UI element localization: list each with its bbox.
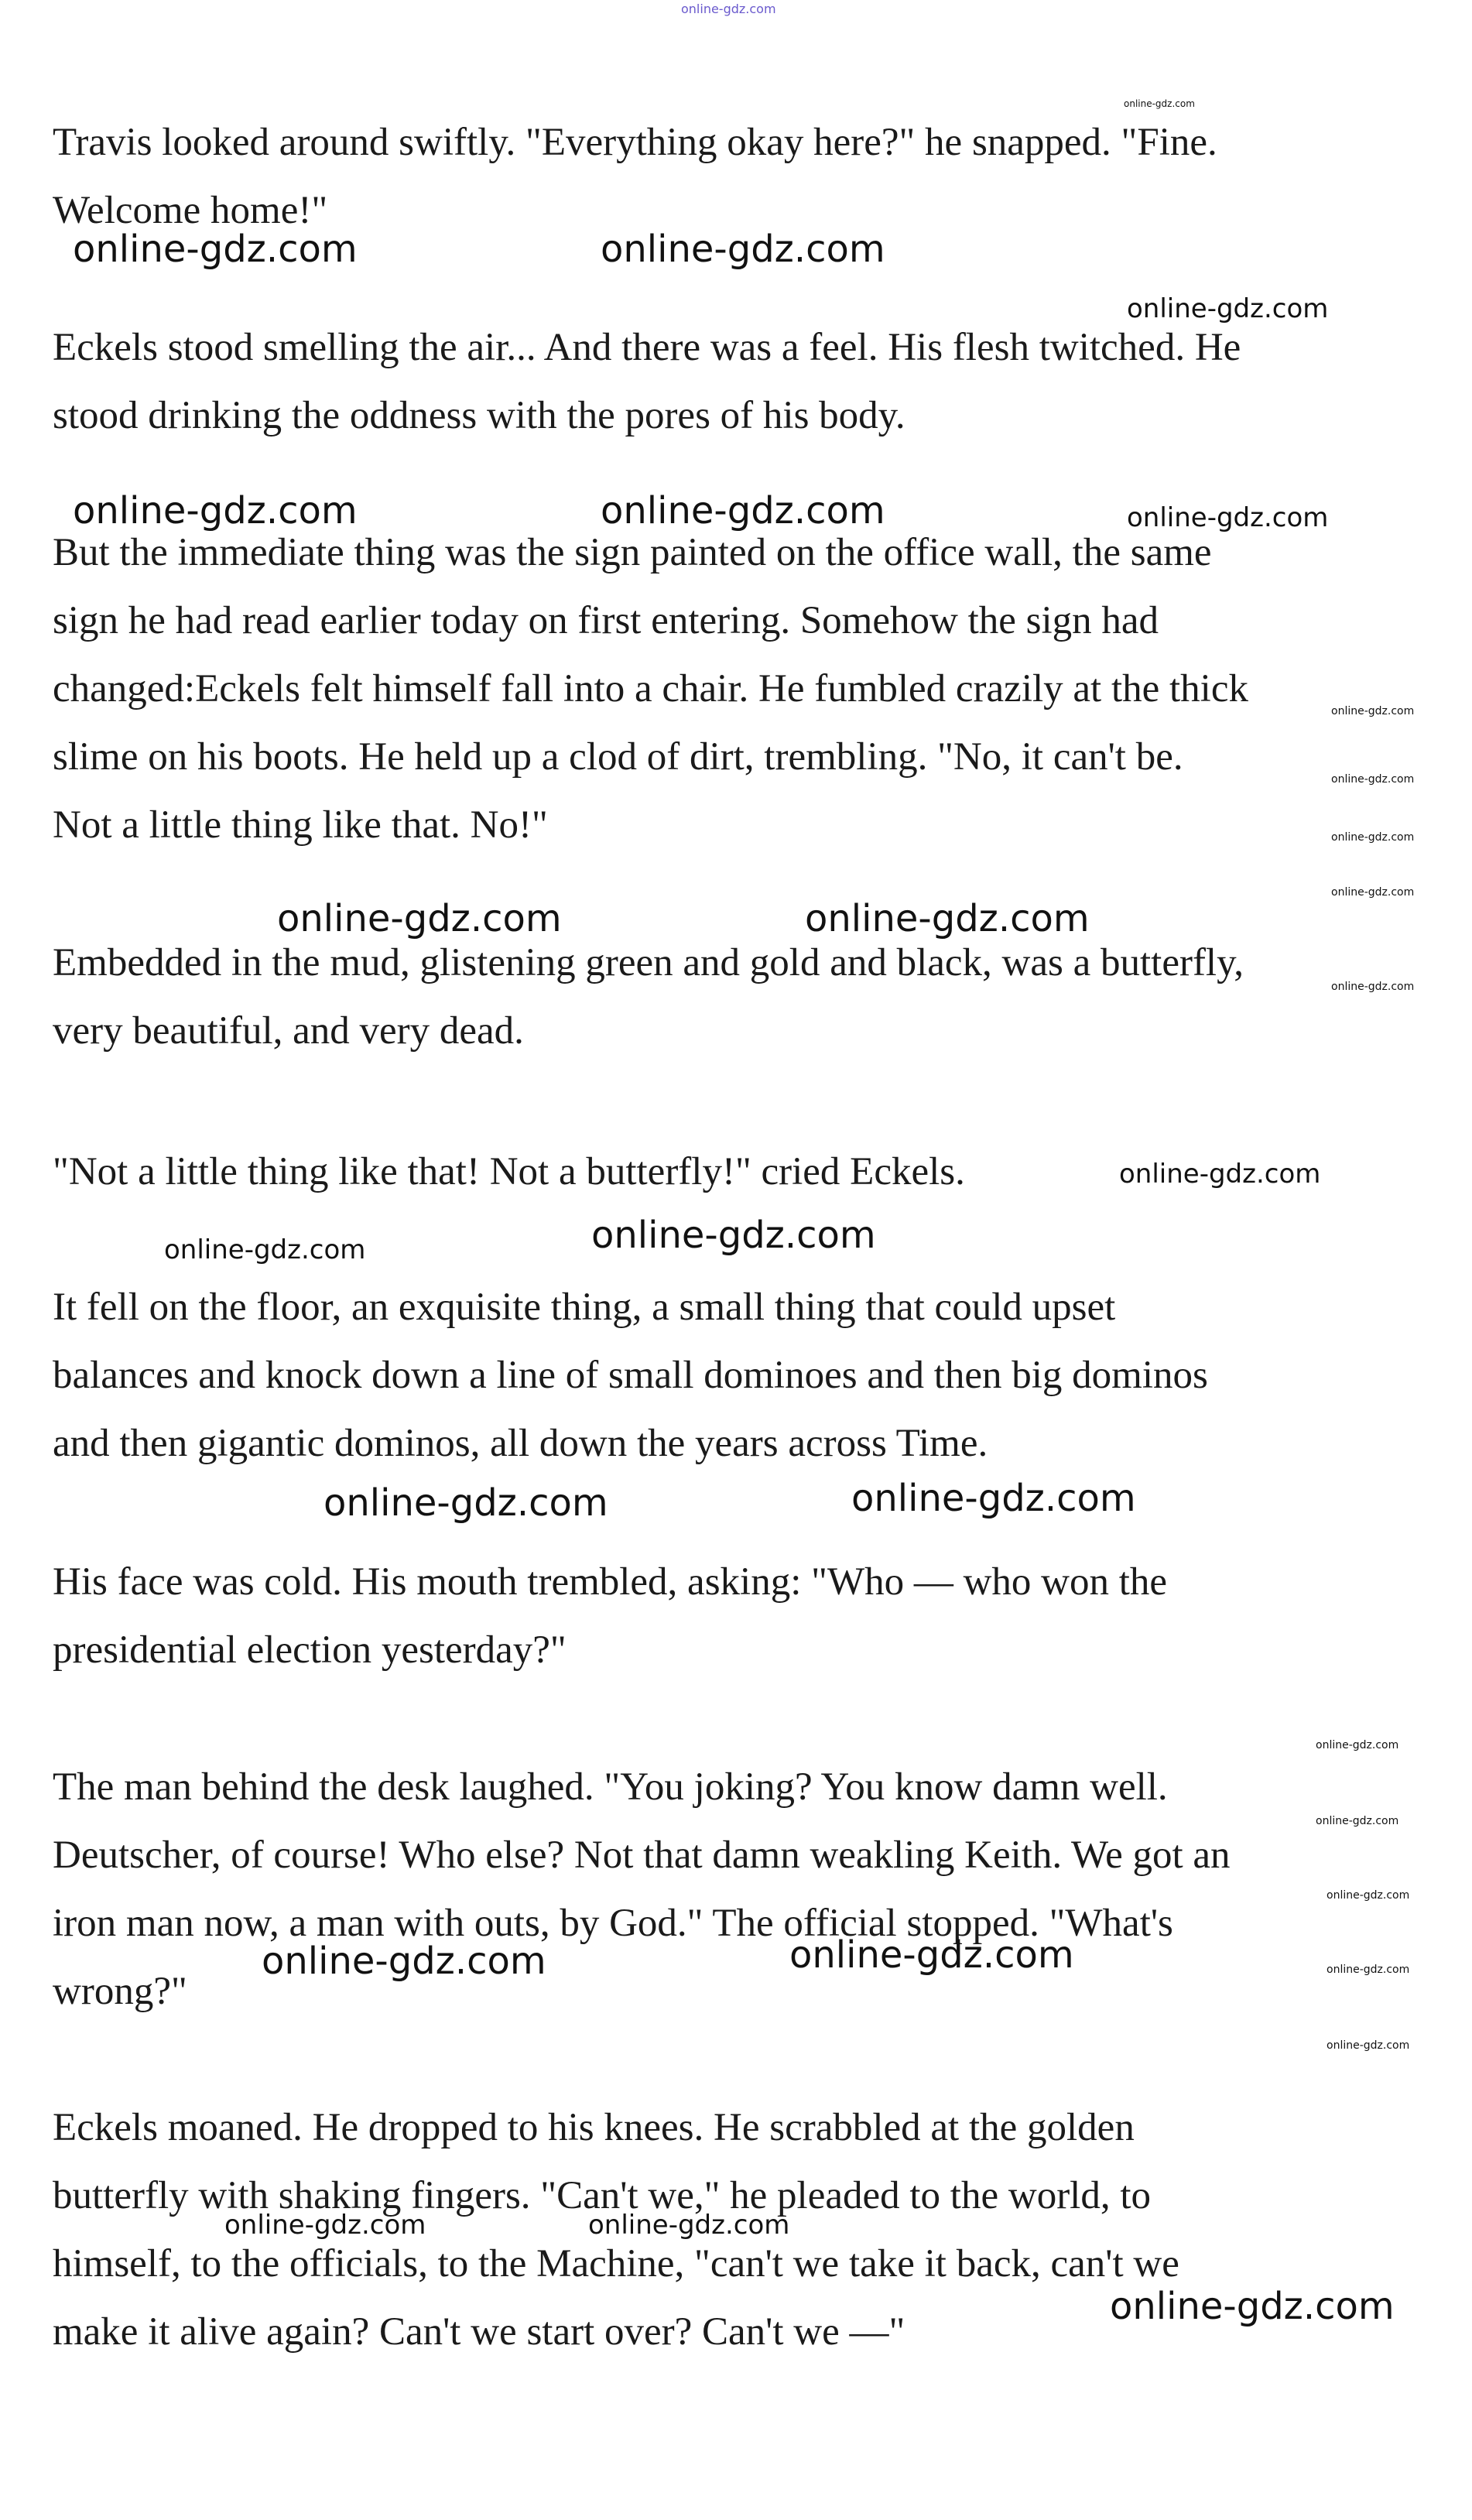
text-line: Eckels moaned. He dropped to his knees. He scrabbled at the golden (53, 2106, 1135, 2149)
text-line: Deutscher, of course! Who else? Not that damn weakling Keith. We got an (53, 1834, 1231, 1877)
text-line: Eckels stood smelling the air... And there was a feel. His flesh twitched. He (53, 326, 1241, 369)
watermark: online-gdz.com (262, 1940, 546, 1983)
paragraph-6 (53, 1273, 1446, 1477)
watermark: online-gdz.com (588, 2210, 790, 2241)
watermark: online-gdz.com (1127, 293, 1329, 324)
text-line: himself, to the officials, to the Machine, "can't we take it back, can't we (53, 2242, 1179, 2285)
paragraph-8 (53, 1753, 1446, 2025)
text-line: "Not a little thing like that! Not a butterfly!" cried Eckels. (53, 1150, 965, 1193)
watermark: online-gdz.com (1331, 773, 1415, 786)
watermark: online-gdz.com (601, 489, 885, 532)
paragraph-4 (53, 929, 1446, 1065)
text-line: It fell on the floor, an exquisite thing, a small thing that could upset (53, 1286, 1116, 1329)
watermark: online-gdz.com (789, 1933, 1074, 1977)
paragraph-2 (53, 313, 1446, 450)
text-line: stood drinking the oddness with the pores of his body. (53, 394, 905, 437)
watermark: online-gdz.com (1110, 2285, 1395, 2328)
text-line: Not a little thing like that. No!" (53, 803, 548, 847)
watermark: online-gdz.com (1327, 2039, 1410, 2052)
text-line: presidential election yesterday?" (53, 1628, 567, 1672)
watermark: online-gdz.com (1331, 981, 1415, 993)
text-line: very beautiful, and very dead. (53, 1009, 524, 1053)
watermark: online-gdz.com (1316, 1815, 1399, 1827)
watermark: online-gdz.com (805, 897, 1090, 940)
text-line: His face was cold. His mouth trembled, asking: "Who — who won the (53, 1560, 1168, 1604)
watermark: online-gdz.com (1119, 1159, 1321, 1190)
text-line: sign he had read earlier today on first entering. Somehow the sign had (53, 599, 1159, 642)
watermark: online-gdz.com (1327, 1889, 1410, 1902)
watermark: online-gdz.com (851, 1477, 1136, 1520)
text-line: slime on his boots. He held up a clod of dirt, trembling. "No, it can't be. (53, 735, 1183, 779)
watermark: online-gdz.com (1316, 1739, 1399, 1751)
watermark: online-gdz.com (73, 489, 358, 532)
text-line: and then gigantic dominos, all down the years across Time. (53, 1422, 988, 1465)
watermark: online-gdz.com (323, 1481, 608, 1525)
paragraph-7 (53, 1548, 1446, 1684)
watermark: online-gdz.com (601, 228, 885, 271)
text-line: But the immediate thing was the sign painted on the office wall, the same (53, 531, 1212, 574)
header-watermark: online-gdz.com (681, 2, 776, 16)
text-line: Welcome home!" (53, 189, 328, 232)
watermark: online-gdz.com (1331, 831, 1415, 844)
text-line: balances and knock down a line of small dominoes and then big dominos (53, 1354, 1208, 1397)
text-line: Embedded in the mud, glistening green and gold and black, was a butterfly, (53, 941, 1244, 984)
watermark: online-gdz.com (224, 2210, 426, 2241)
watermark: online-gdz.com (1124, 98, 1195, 109)
watermark: online-gdz.com (1327, 1964, 1410, 1976)
watermark: online-gdz.com (1127, 502, 1329, 533)
text-line: changed:Eckels felt himself fall into a chair. He fumbled crazily at the thick (53, 667, 1248, 710)
text-line: Travis looked around swiftly. "Everything okay here?" he snapped. "Fine. (53, 121, 1217, 164)
paragraph-1 (53, 108, 1446, 245)
watermark: online-gdz.com (73, 228, 358, 271)
text-line: The man behind the desk laughed. "You joking? You know damn well. (53, 1765, 1168, 1809)
text-line: make it alive again? Can't we start over? Can't we —" (53, 2310, 905, 2354)
watermark: online-gdz.com (277, 897, 562, 940)
watermark: online-gdz.com (1331, 705, 1415, 717)
text-line: wrong?" (53, 1970, 187, 2013)
paragraph-3 (53, 519, 1446, 859)
text-line: butterfly with shaking fingers. "Can't we," he pleaded to the world, to (53, 2174, 1152, 2217)
text-line: iron man now, a man with outs, by God." The official stopped. "What's (53, 1902, 1173, 1945)
watermark: online-gdz.com (591, 1214, 876, 1257)
watermark: online-gdz.com (1331, 886, 1415, 899)
watermark: online-gdz.com (164, 1234, 366, 1265)
